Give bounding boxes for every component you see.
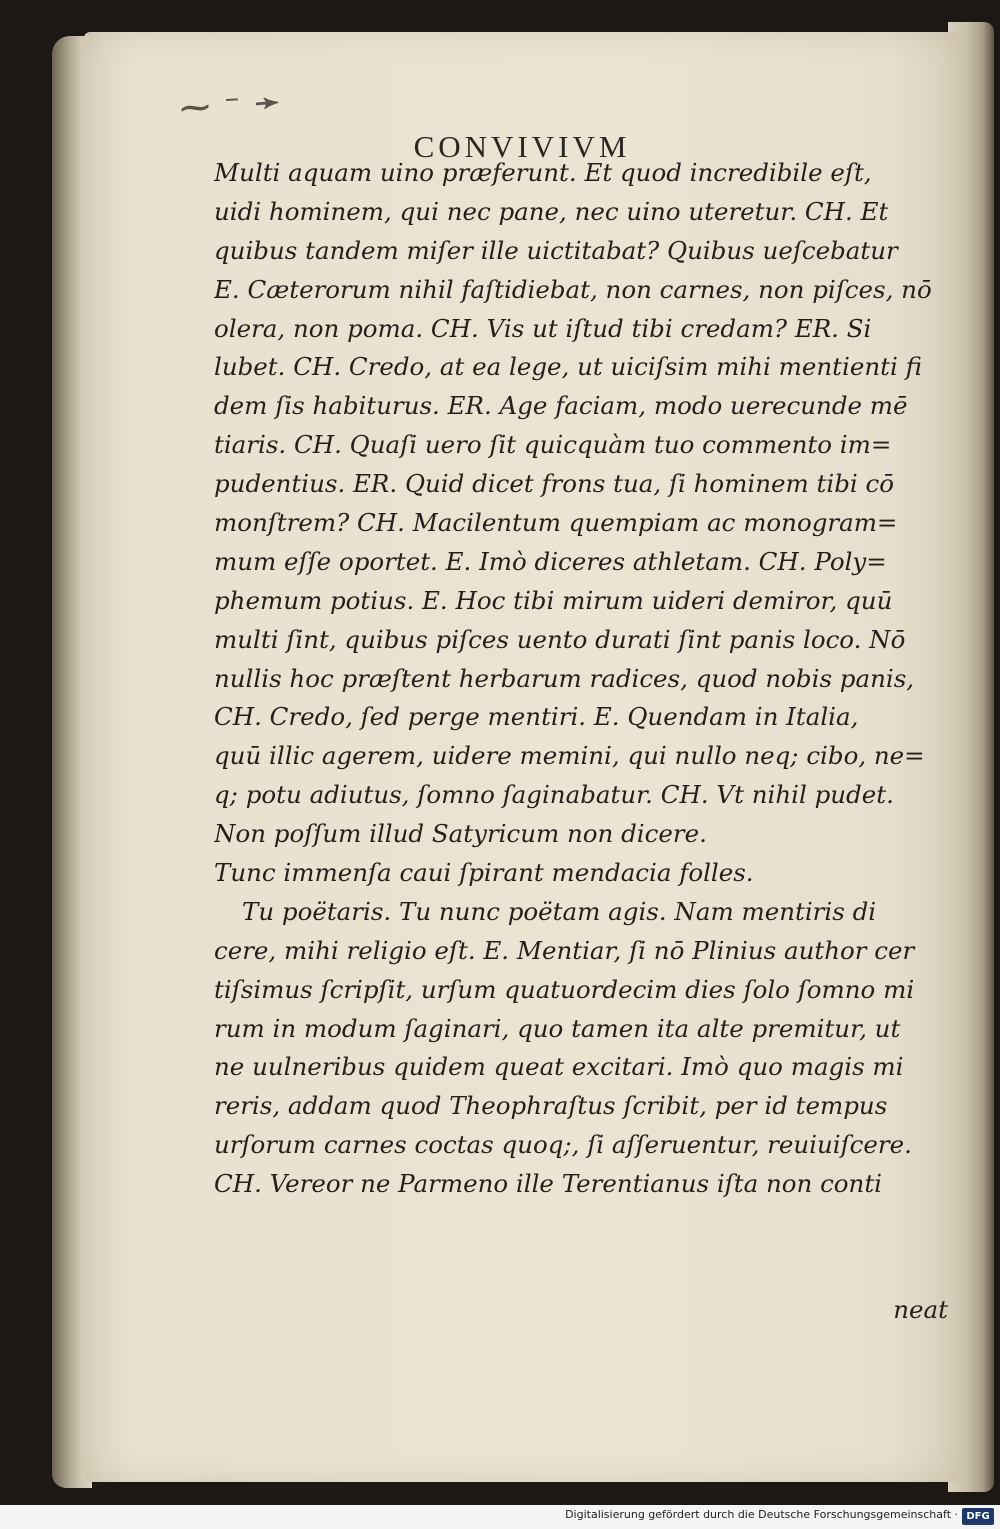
text-line: q; potu adiutus, ſomno ſaginabatur. CH. Vt nihil pudet. bbox=[214, 780, 894, 810]
text-line: Multi aquam uino præferunt. Et quod incredibile eſt, bbox=[214, 158, 872, 187]
text-line: nullis hoc præſtent herbarum radices, quod nobis panis, bbox=[214, 663, 915, 693]
running-head: CONVIVIVM bbox=[413, 129, 631, 164]
text-line: quū illic agerem, uidere memini, qui nullo neq; cibo, ne= bbox=[214, 741, 925, 771]
text-line: dem ſis habiturus. ER. Age faciam, modo uerecunde mē bbox=[214, 391, 908, 421]
text-line: tiſsimus ſcripſit, urſum quatuordecim dies ſolo ſomno mi bbox=[214, 974, 915, 1004]
text-line: Non poſſum illud Satyricum non dicere. bbox=[214, 819, 707, 849]
body-text bbox=[214, 154, 954, 1204]
footer-credit: Digitalisierung gefördert durch die Deutsche Forschungsgemeinschaft · bbox=[565, 1508, 958, 1521]
text-line: urſorum carnes coctas quoq;, ſi aſſeruentur, reuiuiſcere. bbox=[214, 1130, 912, 1160]
text-line: reris, addam quod Theophraſtus ſcribit, per id tempus bbox=[214, 1091, 888, 1121]
text-line: olera, non poma. CH. Vis ut iſtud tibi credam? ER. Si bbox=[214, 313, 872, 343]
text-line: Tunc immenſa caui ſpirant mendacia folles. bbox=[214, 858, 754, 888]
dfg-logo: DFG bbox=[962, 1508, 994, 1525]
text-line: monſtrem? CH. Macilentum quempiam ac monogram= bbox=[214, 508, 898, 538]
text-line: uidi hominem, qui nec pane, nec uino uteretur. CH. Et bbox=[214, 196, 889, 226]
catchword: neat bbox=[893, 1295, 948, 1324]
text-line: quibus tandem miſer ille uictitabat? Quibus ueſcebatur bbox=[214, 235, 898, 265]
text-line: multi ſint, quibus piſces uento durati ſint panis loco. Nō bbox=[214, 624, 906, 654]
text-line: ne uulneribus quidem queat excitari. Imò quo magis mi bbox=[214, 1052, 904, 1082]
text-line: cere, mihi religio eſt. E. Mentiar, ſi nō Plinius author cer bbox=[214, 935, 915, 965]
text-line: CH. Credo, ſed perge mentiri. E. Quendam in Italia, bbox=[214, 702, 859, 732]
text-line: mum eſſe oportet. E. Imò diceres athletam. CH. Poly= bbox=[214, 546, 887, 576]
text-line: rum in modum ſaginari, quo tamen ita alte premitur, ut bbox=[214, 1013, 901, 1043]
text-line: phemum potius. E. Hoc tibi mirum uideri demiror, quū bbox=[214, 585, 893, 615]
text-line: Tu poëtaris. Tu nunc poëtam agis. Nam mentiris di bbox=[242, 896, 877, 926]
text-line: tiaris. CH. Quaſi uero ſit quicquàm tuo commento im= bbox=[214, 430, 892, 460]
text-line: lubet. CH. Credo, at ea lege, ut uiciſsim mihi mentienti fi bbox=[214, 352, 922, 382]
text-line: E. Cæterorum nihil faſtidiebat, non carnes, non piſces, nō bbox=[214, 274, 932, 304]
text-line: pudentius. ER. Quid dicet frons tua, ſi hominem tibi cō bbox=[214, 469, 895, 499]
ink-smudge: ⁓ ⁻ ➛ bbox=[178, 84, 283, 127]
text-line: CH. Vereor ne Parmeno ille Terentianus iſta non conti bbox=[214, 1169, 883, 1199]
footer-bar bbox=[0, 1505, 1000, 1529]
